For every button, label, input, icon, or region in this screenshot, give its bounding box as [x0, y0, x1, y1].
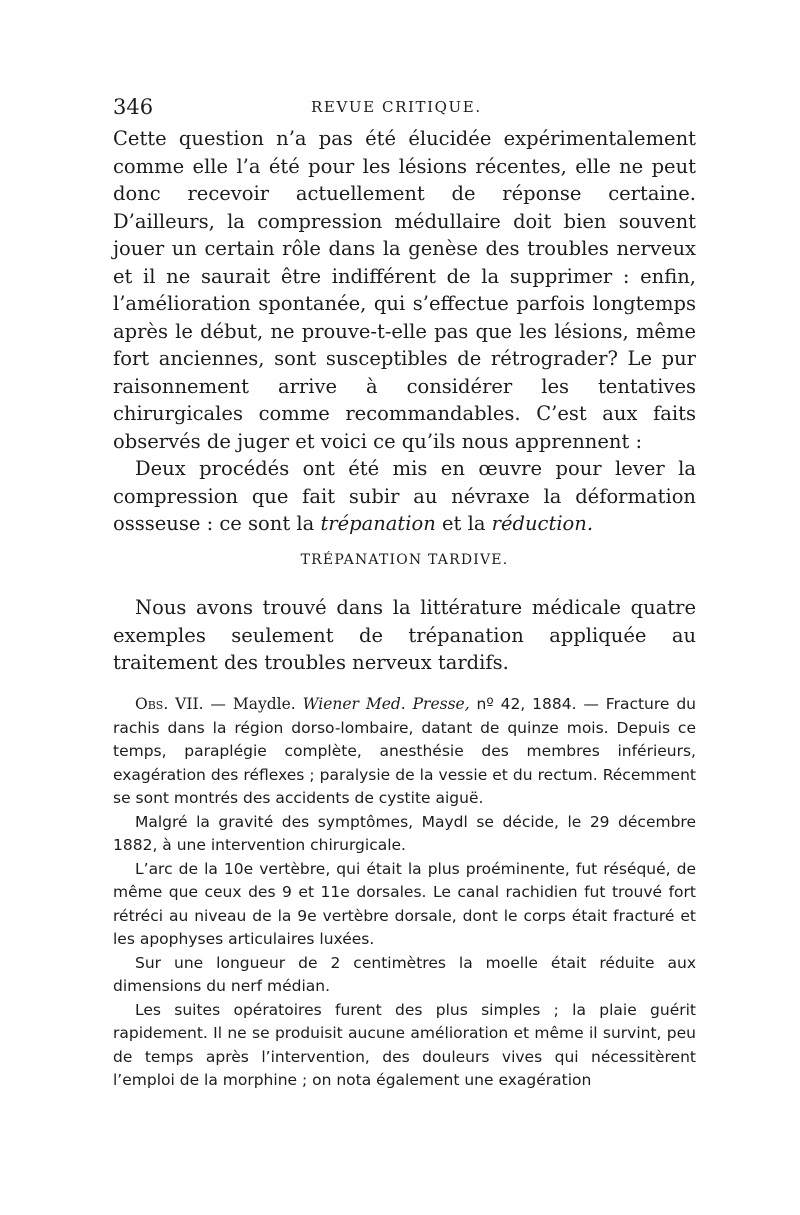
intro-text	[113, 125, 696, 538]
section-paragraph: Nous avons trouvé dans la littérature médicale quatre exemples seulement de trépanation appliquée au traitement des troubles nerveux tardifs.	[113, 596, 696, 674]
section-text	[113, 594, 696, 677]
intro-paragraph-2	[113, 455, 696, 538]
observation-block	[113, 693, 696, 1093]
observation-paragraph-4: Sur une longueur de 2 centimètres la moelle était réduite aux dimensions du nerf médian.	[113, 953, 696, 995]
page-number: 346	[113, 95, 154, 119]
observation-author: — Maydle.	[203, 695, 303, 713]
term-reduction: réduction.	[491, 512, 594, 535]
observation-paragraph-5: Les suites opératoires furent des plus simples ; la plaie guérit rapidement. Il ne se produisit aucune amélioration et même il survint, peu de temps après l’intervention, des douleurs vives qui nécessitèrent l’emploi de la morphine ; on nota également une exagération	[113, 1000, 696, 1089]
observation-paragraph-2: Malgré la gravité des symptômes, Maydl se décide, le 29 décembre 1882, à une intervention chirurgicale.	[113, 812, 696, 854]
observation-label: Obs. VII.	[135, 695, 204, 713]
observation-journal: Wiener Med. Presse,	[302, 695, 470, 713]
intro-paragraph-1: Cette question n’a pas été élucidée expérimentalement comme elle l’a été pour les lésions récentes, elle ne peut donc recevoir actuellement de réponse certaine. D’ailleurs, la compression médullaire doit bien souvent jouer un certain rôle dans la genèse des troubles nerveux et il ne saurait être indifférent de la supprimer : enfin, l’amélioration spontanée, qui s’effectue parfois longtemps après le début, ne prouve-t-elle pas que les lésions, même fort anciennes, sont susceptibles de rétrograder? Le pur raisonnement arrive à considérer les tentatives chirurgicales comme recommandables. C’est aux faits observés de juger et voici ce qu’ils nous apprennent :	[113, 127, 696, 453]
intro-paragraph-2-start: Deux procédés ont été mis en œuvre pour lever la compression que fait subir au névraxe la déformation ossseuse : ce sont la	[113, 457, 696, 535]
observation-citation-text: nº 42, 1884. — Fracture du rachis dans la région dorso-lombaire, datant de quinze mois. Depuis ce temps, paraplégie complète, anesthésie des membres inférieurs, exagération des réflexes ; paralysie de la vessie et du rectum. Récemment se sont montrés des accidents de cystite aiguë.	[113, 695, 697, 807]
intro-paragraph-2-middle: et la	[435, 512, 492, 535]
term-trepanation: trépanation	[320, 512, 436, 535]
observation-paragraph-1	[113, 693, 696, 811]
running-title: REVUE CRITIQUE.	[311, 98, 482, 116]
section-heading: TRÉPANATION TARDIVE.	[300, 552, 509, 568]
observation-paragraph-3: L’arc de la 10e vertèbre, qui était la plus proéminente, fut réséqué, de même que ceux des 9 et 11e dorsales. Le canal rachidien fut trouvé fort rétréci au niveau de la 9e vertèbre dorsale, dont le corps était fracturé et les apophyses articulaires luxées.	[113, 859, 696, 948]
